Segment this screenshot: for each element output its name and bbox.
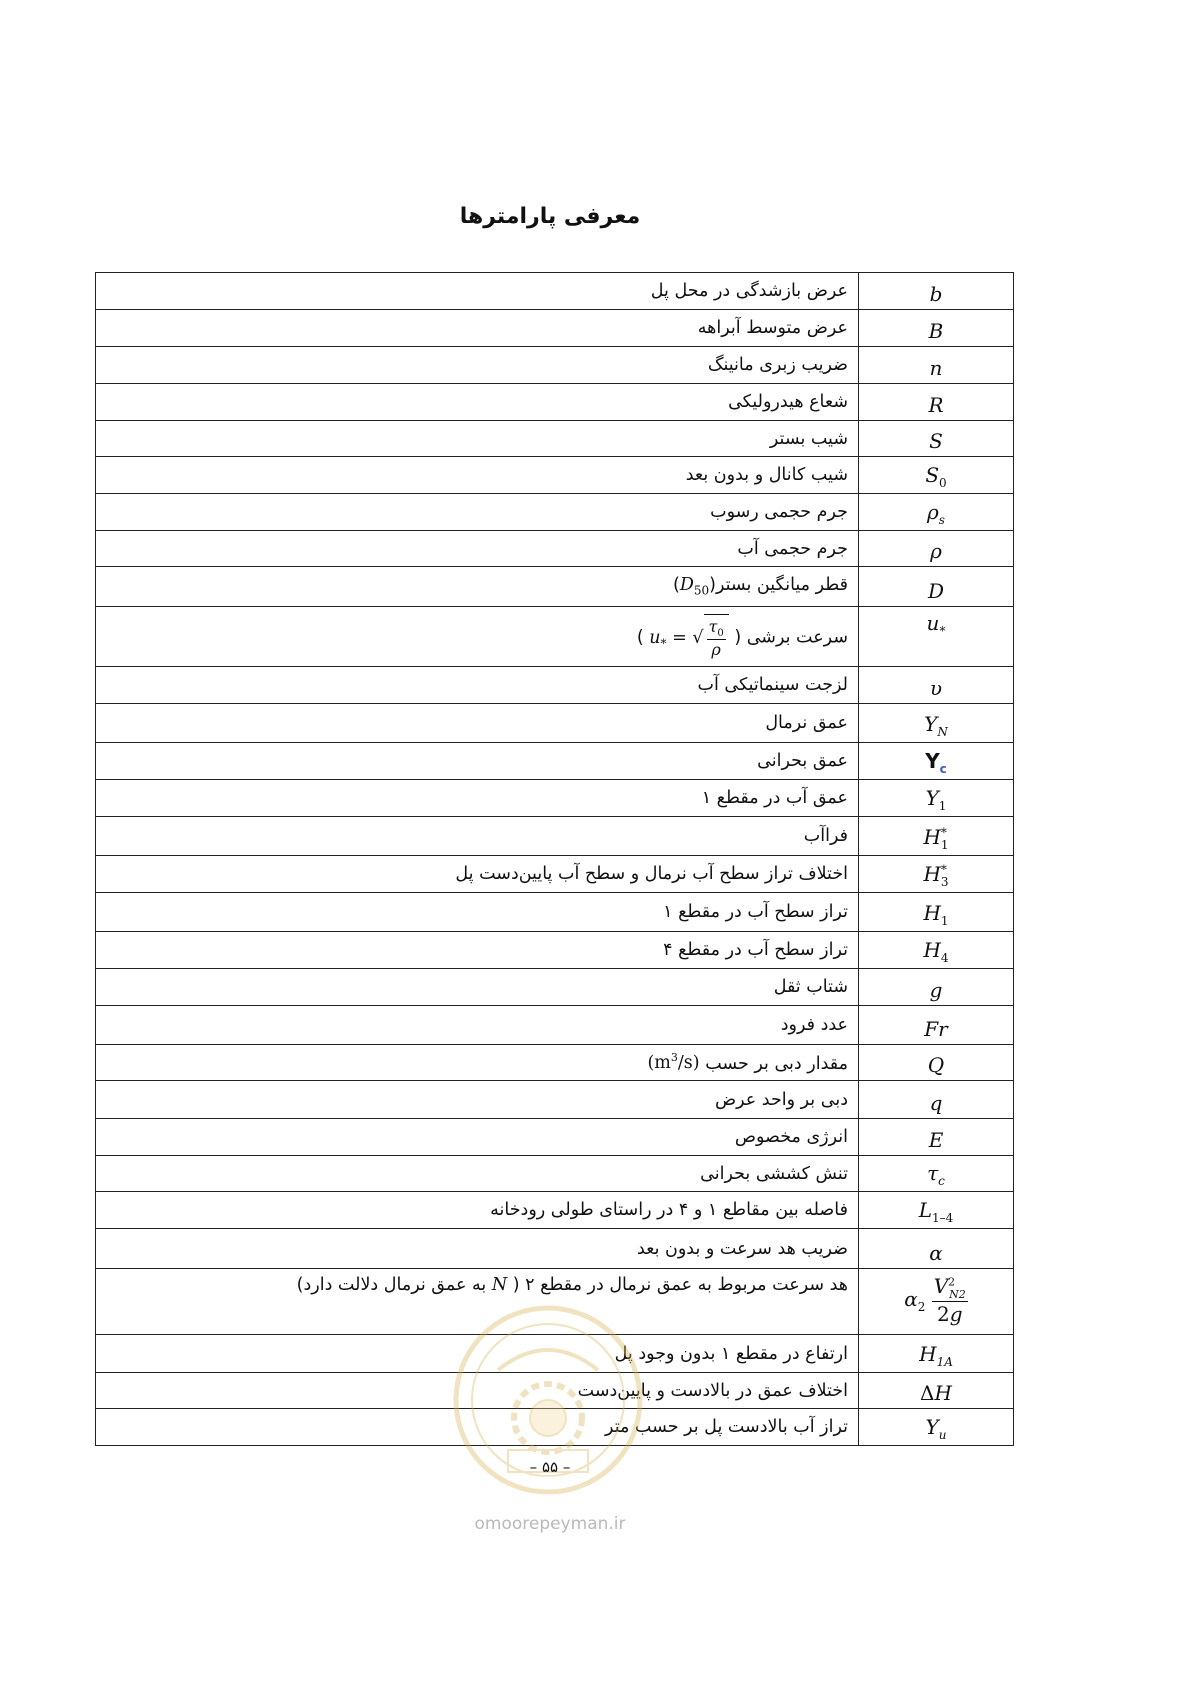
param-description: ارتفاع در مقطع ۱ بدون وجود پل (96, 1335, 859, 1373)
param-symbol: D (859, 567, 1014, 607)
param-symbol: $H^*_1$ (859, 817, 1014, 856)
param-description: تراز سطح آب در مقطع ۱ (96, 893, 859, 932)
param-description: فاصله بین مقاطع ۱ و ۴ در راستای طولی رودخانه (96, 1192, 859, 1229)
param-description: عرض بازشدگی در محل پل (96, 273, 859, 310)
param-symbol: $H^*_3$ (859, 856, 1014, 893)
param-description: سرعت برشی ( $u_*$ = √ $\frac{\tau_0}{\rho}$ ) (96, 607, 859, 667)
param-description: عمق آب در مقطع ۱ (96, 780, 859, 817)
table-row (96, 743, 1014, 780)
param-symbol: $Y_u$ (859, 1409, 1014, 1446)
param-symbol: $u_*$ (859, 607, 1014, 667)
table-row (96, 567, 1014, 607)
parameters-table (95, 272, 1014, 1446)
table-row (96, 780, 1014, 817)
param-description: تراز سطح آب در مقطع ۴ (96, 932, 859, 969)
param-symbol: B (859, 310, 1014, 347)
table-row (96, 1156, 1014, 1192)
param-symbol: ρ (859, 531, 1014, 567)
table-row (96, 1119, 1014, 1156)
param-description: شتاب ثقل (96, 969, 859, 1006)
param-description: فراآب (96, 817, 859, 856)
table-row (96, 607, 1014, 667)
param-description: اختلاف تراز سطح آب نرمال و سطح آب پایین‌دست پل (96, 856, 859, 893)
table-row (96, 384, 1014, 421)
param-symbol: $Y_c$ (859, 743, 1014, 780)
table-row (96, 1081, 1014, 1119)
table-row (96, 932, 1014, 969)
param-symbol (859, 1269, 1014, 1335)
param-symbol: ΔH (859, 1373, 1014, 1409)
param-description: تنش کششی بحرانی (96, 1156, 859, 1192)
param-description: شیب کانال و بدون بعد (96, 457, 859, 494)
flow-unit: $(m^3/s)$ (647, 1051, 700, 1074)
table-row (96, 817, 1014, 856)
param-description: عدد فرود (96, 1006, 859, 1045)
table-row (96, 1192, 1014, 1229)
param-description: عمق بحرانی (96, 743, 859, 780)
table-row (96, 310, 1014, 347)
param-symbol: Q (859, 1045, 1014, 1081)
d50-formula: $D_{50}$ (679, 575, 710, 598)
param-symbol: $Y_1$ (859, 780, 1014, 817)
page-title: معرفی پارامترها (459, 204, 641, 229)
param-symbol: $\tau_c$ (859, 1156, 1014, 1192)
param-symbol: υ (859, 667, 1014, 704)
param-symbol: $\rho_s$ (859, 494, 1014, 531)
param-symbol: $H_1$ (859, 893, 1014, 932)
param-description: قطر میانگین $بستر(D_{50})$ (96, 567, 859, 607)
param-symbol: q (859, 1081, 1014, 1119)
param-symbol: α (859, 1229, 1014, 1269)
param-description: تراز آب بالادست پل بر حسب متر (96, 1409, 859, 1446)
param-description: دبی بر واحد عرض (96, 1081, 859, 1119)
param-symbol: $Y_N$ (859, 704, 1014, 743)
param-symbol: $S_0$ (859, 457, 1014, 494)
param-symbol: E (859, 1119, 1014, 1156)
param-symbol: $H_4$ (859, 932, 1014, 969)
table-row (96, 667, 1014, 704)
param-description: ضریب زبری مانینگ (96, 347, 859, 384)
table-row (96, 856, 1014, 893)
normal-depth-symbol: N (486, 1275, 513, 1295)
param-description: شیب بستر (96, 421, 859, 457)
param-symbol: R (859, 384, 1014, 421)
param-symbol: g (859, 969, 1014, 1006)
table-row (96, 1045, 1014, 1081)
param-symbol: $L_{1-4}$ (859, 1192, 1014, 1229)
param-symbol: S (859, 421, 1014, 457)
table-row (96, 494, 1014, 531)
table-row (96, 1229, 1014, 1269)
table-row (96, 347, 1014, 384)
param-symbol: b (859, 273, 1014, 310)
velocity-head-formula: $\alpha_2$ $\frac{V^2_{N2}}{2g}$ (904, 1274, 966, 1326)
param-description: جرم حجمی رسوب (96, 494, 859, 531)
page-number: – ۵۵ – (529, 1458, 571, 1476)
table-row (96, 457, 1014, 494)
watermark-site: omoorepeyman.ir (474, 1514, 626, 1534)
table-row (96, 421, 1014, 457)
shear-velocity-formula: $u_*$ = √ $\frac{\tau_0}{\rho}$ (649, 628, 728, 648)
param-symbol: n (859, 347, 1014, 384)
table-row (96, 893, 1014, 932)
param-description: لزجت سینماتیکی آب (96, 667, 859, 704)
param-description: عمق نرمال (96, 704, 859, 743)
param-description: مقدار دبی بر حسب $(m^3/s)$ (96, 1045, 859, 1081)
param-description: ضریب هد سرعت و بدون بعد (96, 1229, 859, 1269)
param-symbol: Fr (859, 1006, 1014, 1045)
table-row (96, 531, 1014, 567)
param-description: جرم حجمی آب (96, 531, 859, 567)
param-description: شعاع هیدرولیکی (96, 384, 859, 421)
param-description: عرض متوسط آبراهه (96, 310, 859, 347)
param-description: انرژی مخصوص (96, 1119, 859, 1156)
table-row (96, 1006, 1014, 1045)
table-row (96, 969, 1014, 1006)
table-row (96, 273, 1014, 310)
param-symbol: $H_{1A}$ (859, 1335, 1014, 1373)
param-description: اختلاف عمق در بالادست و پایین‌دست (96, 1373, 859, 1409)
param-description: هد سرعت مربوط به عمق نرمال در مقطع ۲ ( N به عمق نرمال دلالت دارد) (96, 1269, 859, 1335)
table-row (96, 704, 1014, 743)
